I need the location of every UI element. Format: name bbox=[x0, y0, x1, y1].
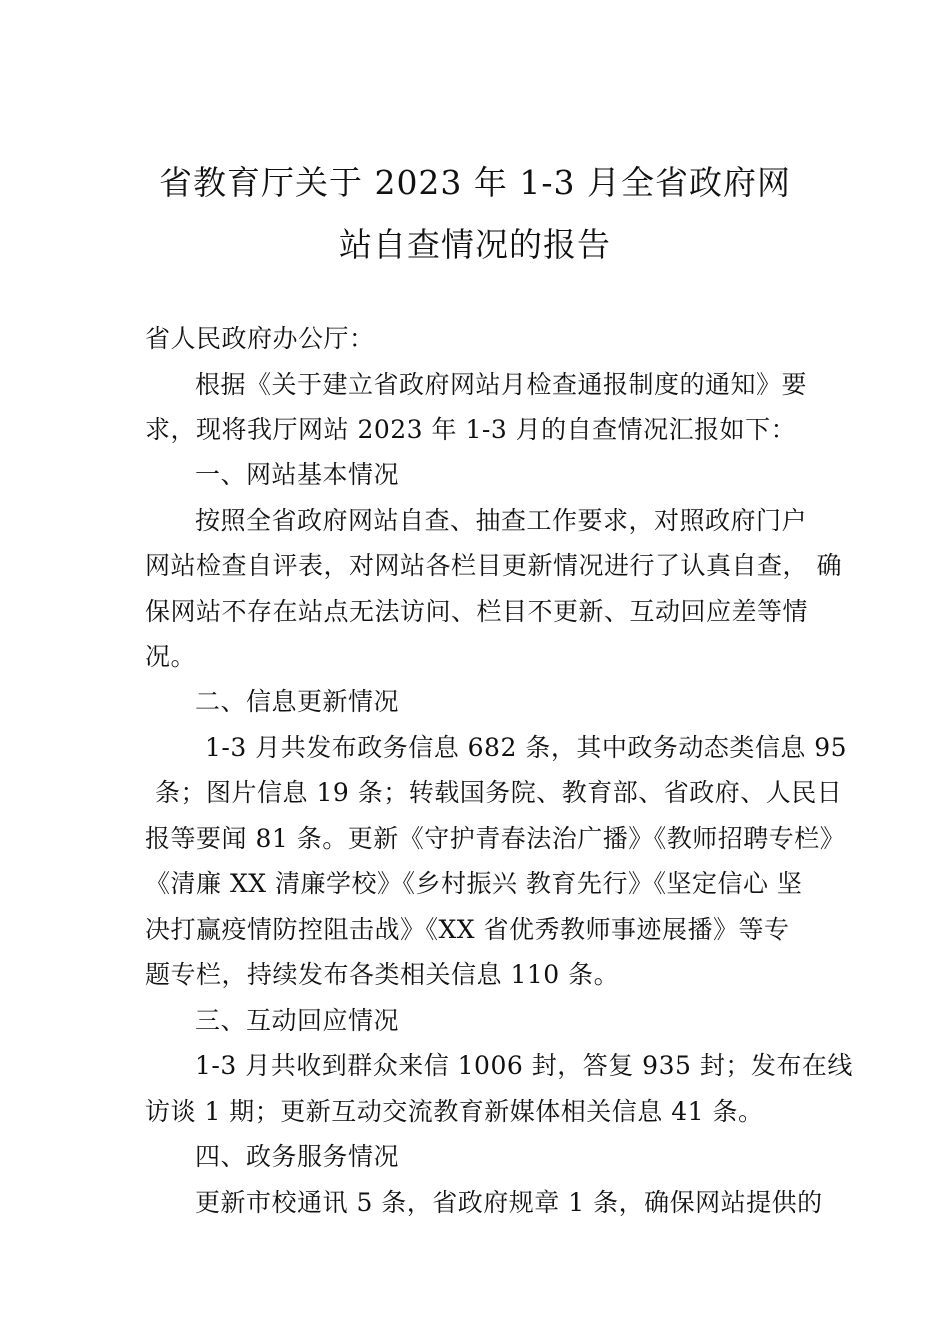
section-heading-4: 四、政务服务情况 bbox=[195, 1142, 400, 1171]
paragraph-line: 报等要闻 81 条。更新《守护青春法治广播》《教师招聘专栏》 bbox=[145, 824, 846, 853]
paragraph-line: 1-3 月共收到群众来信 1006 封，答复 935 封；发布在线 bbox=[195, 1051, 853, 1080]
section-heading-2: 二、信息更新情况 bbox=[195, 687, 400, 716]
paragraph-line: 访谈 1 期；更新互动交流教育新媒体相关信息 41 条。 bbox=[145, 1097, 764, 1126]
paragraph-line: 求，现将我厅网站 2023 年 1-3 月的自查情况汇报如下： bbox=[145, 415, 797, 444]
paragraph-line: 题专栏，持续发布各类相关信息 110 条。 bbox=[145, 960, 620, 989]
salutation: 省人民政府办公厅： bbox=[145, 324, 375, 353]
paragraph-line: 根据《关于建立省政府网站月检查通报制度的通知》要 bbox=[195, 370, 808, 399]
paragraph-line: 网站检查自评表，对网站各栏目更新情况进行了认真自查， 确 bbox=[145, 551, 842, 580]
report-title-line-2: 站自查情况的报告 bbox=[339, 225, 611, 264]
paragraph-line: 1-3 月共发布政务信息 682 条，其中政务动态类信息 95 bbox=[205, 733, 848, 762]
report-title-line-1: 省教育厅关于 2023 年 1-3 月全省政府网 bbox=[158, 163, 792, 202]
paragraph-line: 决打赢疫情防控阻击战》《XX 省优秀教师事迹展播》等专 bbox=[145, 915, 790, 944]
section-heading-3: 三、互动回应情况 bbox=[195, 1006, 400, 1035]
paragraph-line: 条；图片信息 19 条；转载国务院、教育部、省政府、人民日 bbox=[155, 778, 843, 807]
paragraph-line: 《清廉 XX 清廉学校》《乡村振兴 教育先行》《坚定信心 坚 bbox=[145, 869, 803, 898]
paragraph-line: 保网站不存在站点无法访问、栏目不更新、互动回应差等情 bbox=[145, 597, 809, 626]
paragraph-line: 按照全省政府网站自查、抽查工作要求，对照政府门户 bbox=[195, 506, 808, 535]
paragraph-line: 更新市校通讯 5 条，省政府规章 1 条，确保网站提供的 bbox=[195, 1188, 823, 1217]
paragraph-line: 况。 bbox=[145, 642, 197, 671]
section-heading-1: 一、网站基本情况 bbox=[195, 460, 400, 489]
